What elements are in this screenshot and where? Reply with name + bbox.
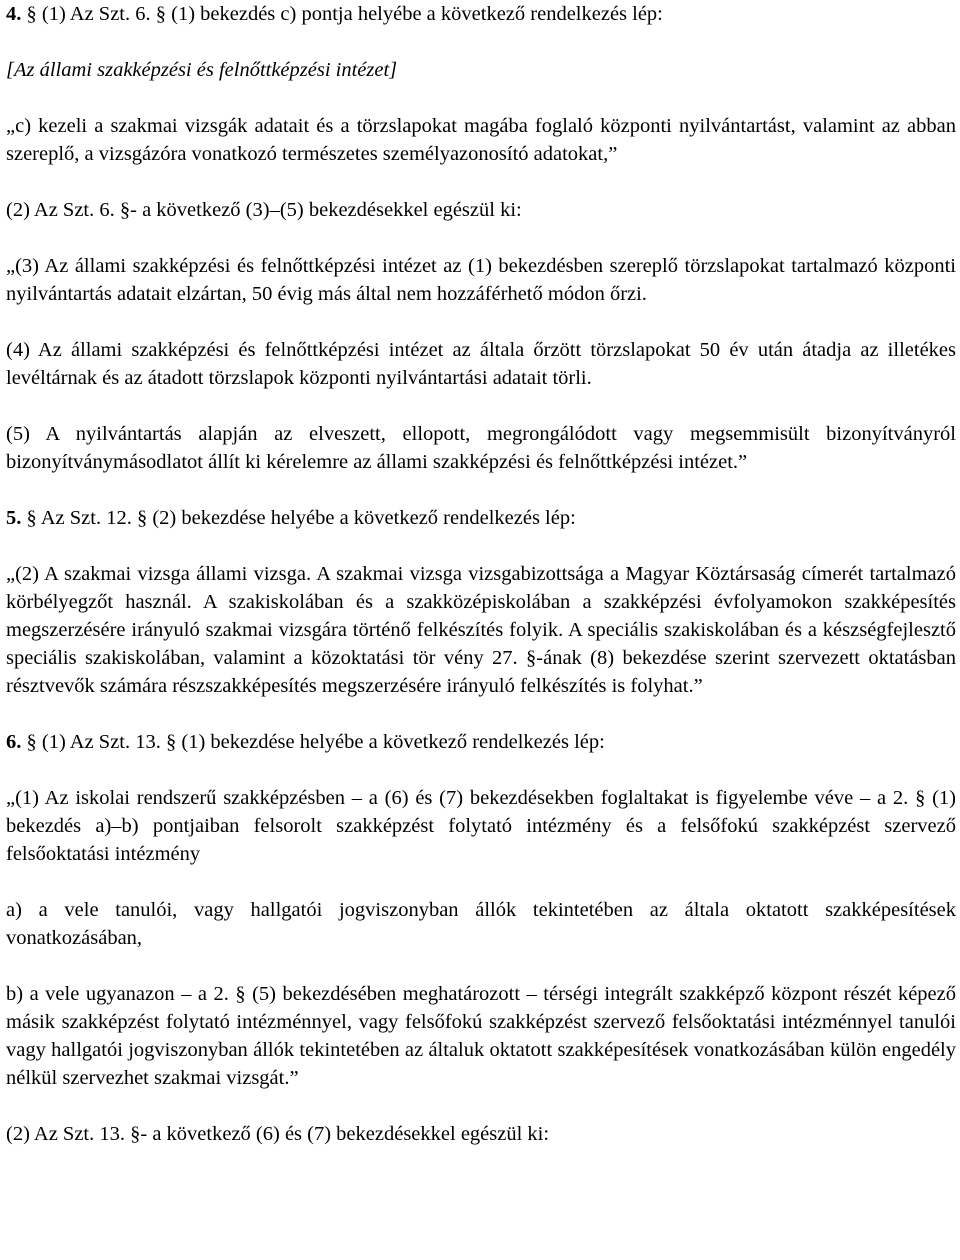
new-paragraph-5: (5) A nyilvántartás alapján az elveszett, ellopott, megrongálódott vagy megsemmisült bizonyítványról bizonyítványmásodlatot állít ki kérelemre az állami szakképzési és felnőttképzési intézet.” xyxy=(6,423,956,473)
point-a: a) a vele tanulói, vagy hallgatói jogviszonyban állók tekintetében az általa oktatott szakképesítések vonatkozásában, xyxy=(6,899,956,949)
paragraph-2-intro-section-6: (2) Az Szt. 13. §- a következő (6) és (7) bekezdésekkel egészül ki: xyxy=(6,1123,550,1145)
section-5-heading xyxy=(6,504,956,532)
point-b: b) a vele ugyanazon – a 2. § (5) bekezdésében meghatározott – térségi integrált szakképző központ részét képező másik szakképzést folytató intézménnyel, vagy felsőfokú szakképzést szervező felsőoktatási intézménnyel tanulói vagy hallgatói jogviszonyban állók tekintetében az általuk oktatott szakképesítések vonatkozásában külön engedély nélkül szervezhet szakmai vizsgát.” xyxy=(6,983,956,1089)
bracketed-subject: [Az állami szakképzési és felnőttképzési intézet] xyxy=(6,59,398,81)
section-4-heading xyxy=(6,0,956,28)
section-number: 6. xyxy=(6,731,22,753)
amended-point-c: „c) kezeli a szakmai vizsgák adatait és a törzslapokat magába foglaló központi nyilvántartást, valamint az abban szereplő, a vizsgázóra vonatkozó természetes személyazonosító adatokat,” xyxy=(6,115,956,165)
section-number: 5. xyxy=(6,507,22,529)
section-text: § (1) Az Szt. 6. § (1) bekezdés c) pontja helyébe a következő rendelkezés lép: xyxy=(21,3,663,25)
amended-paragraph-1: „(1) Az iskolai rendszerű szakképzésben – a (6) és (7) bekezdésekben foglaltakat is figyelembe véve – a 2. § (1) bekezdés a)–b) pontjaiban felsorolt szakképzést folytató intézmény és a felsőfokú szakképzést szervező felsőoktatási intézmény xyxy=(6,787,956,865)
new-paragraph-4: (4) Az állami szakképzési és felnőttképzési intézet az általa őrzött törzslapokat 50 év után átadja az illetékes levéltárnak és az átadott törzslapok központi nyilvántartási adatait törli. xyxy=(6,339,956,389)
section-text: § Az Szt. 12. § (2) bekezdése helyébe a következő rendelkezés lép: xyxy=(21,507,576,529)
document-page xyxy=(6,0,956,1148)
amended-paragraph-2: „(2) A szakmai vizsga állami vizsga. A szakmai vizsga vizsgabizottsága a Magyar Köztársaság címerét tartalmazó körbélyegzőt használ. A szakiskolában és a szakközépiskolában a szakképzési évfolyamokon szakképesítés megszerzésére irányuló szakmai vizsgára történő felkészítés folyik. A speciális szakiskolában és a készségfejlesztő speciális szakiskolában, valamint a közoktatási tör vény 27. §-ának (8) bekezdése szerint szervezett oktatásban résztvevők számára részszakképesítés megszerzésére irányuló felkészítés is folyhat.” xyxy=(6,563,956,697)
section-6-heading xyxy=(6,728,956,756)
paragraph-2-intro: (2) Az Szt. 6. §- a következő (3)–(5) bekezdésekkel egészül ki: xyxy=(6,199,522,221)
section-text: § (1) Az Szt. 13. § (1) bekezdése helyébe a következő rendelkezés lép: xyxy=(21,731,605,753)
new-paragraph-3: „(3) Az állami szakképzési és felnőttképzési intézet az (1) bekezdésben szereplő törzslapokat tartalmazó központi nyilvántartás adatait elzártan, 50 évig más által nem hozzáférhető módon őrzi. xyxy=(6,255,956,305)
section-number: 4. xyxy=(6,3,22,25)
